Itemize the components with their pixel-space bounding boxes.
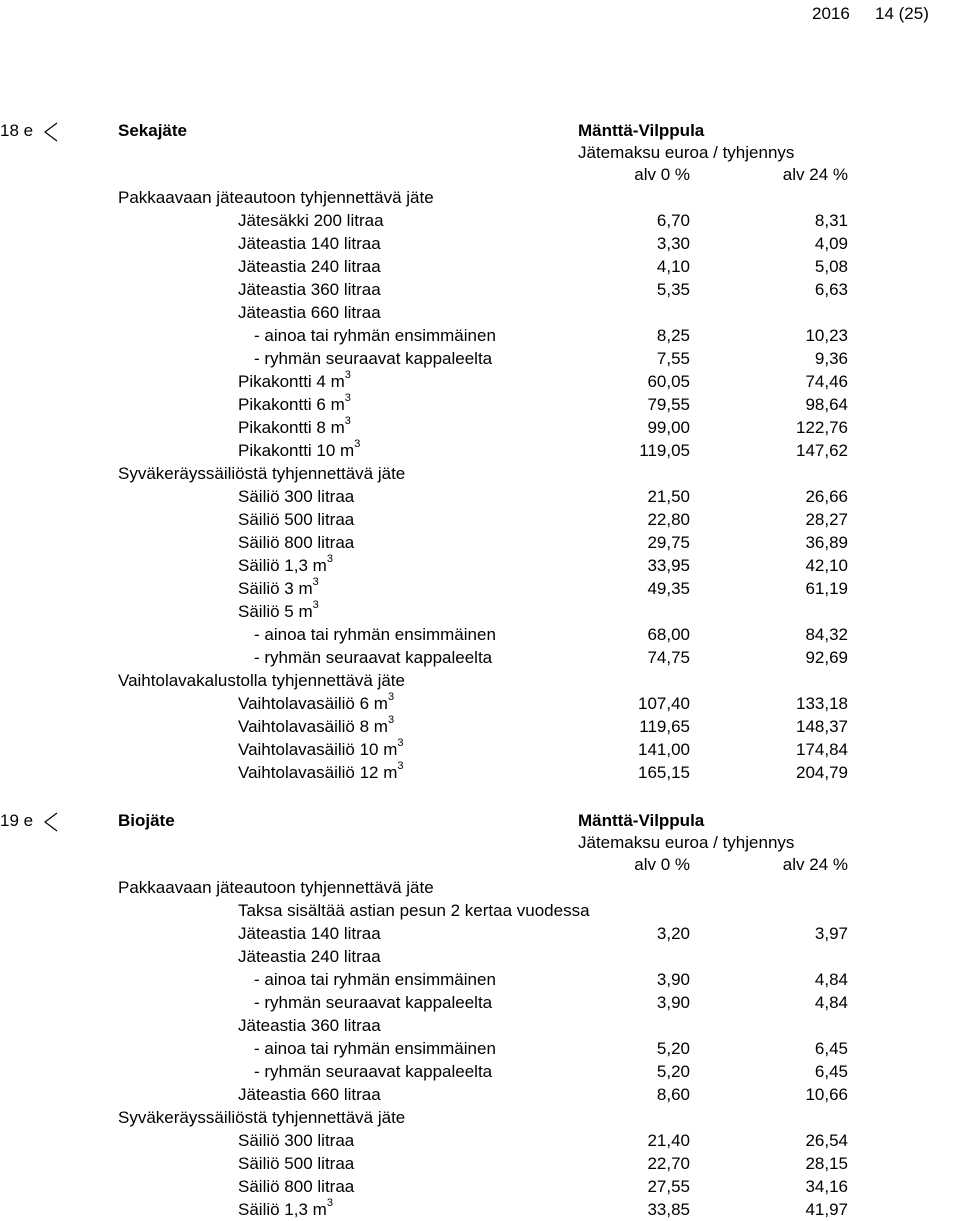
item-label-text: Vaihtolavasäiliö 8 m (238, 717, 388, 736)
price-alv0: 5,35 (656, 280, 690, 299)
item-label-text: Säiliö 1,3 m (238, 556, 327, 575)
unit-superscript: 3 (312, 599, 319, 612)
item-label (254, 324, 496, 347)
price-alv24: 9,36 (814, 349, 848, 368)
table-row (0, 945, 960, 968)
price-alv24: 204,79 (796, 763, 848, 782)
fee-unit-heading: Jätemaksu euroa / tyhjennys (578, 143, 795, 162)
item-label-text: Jäteastia 660 litraa (238, 303, 381, 322)
tariff-table (0, 876, 960, 1221)
price-alv24: 10,23 (805, 326, 848, 345)
price-alv0: 7,55 (656, 349, 690, 368)
column-header-alv0: alv 0 % (634, 855, 690, 874)
unit-superscript: 3 (326, 553, 333, 566)
item-label (238, 485, 354, 508)
item-label (238, 278, 381, 301)
table-row (0, 1083, 960, 1106)
price-alv24: 36,89 (805, 533, 848, 552)
table-row (0, 255, 960, 278)
price-alv0: 119,65 (639, 717, 690, 736)
unit-superscript: 3 (326, 1197, 333, 1210)
item-label-text: Vaihtolavasäiliö 10 m (238, 740, 398, 759)
price-alv24: 4,84 (814, 970, 848, 989)
table-row (0, 485, 960, 508)
item-label (238, 209, 384, 232)
table-row (0, 715, 960, 738)
item-label (238, 370, 351, 393)
item-label-text: Jäteastia 140 litraa (238, 234, 381, 253)
municipality-heading: Mänttä-Vilppula (578, 121, 705, 140)
price-alv24: 34,16 (805, 1177, 848, 1196)
item-label-text: Jäteastia 140 litraa (238, 924, 381, 943)
item-label (238, 439, 360, 462)
item-label-text: Syväkeräyssäiliöstä tyhjennettävä jäte (118, 1108, 406, 1127)
section-title: Biojäte (118, 811, 175, 830)
item-label-text: Pikakontti 10 m (238, 441, 355, 460)
price-alv0: 141,00 (638, 740, 690, 759)
item-label (238, 692, 394, 715)
price-alv0: 8,25 (656, 326, 690, 345)
item-label (238, 393, 351, 416)
item-label (238, 554, 333, 577)
unit-superscript: 3 (312, 576, 319, 589)
municipality-heading: Mänttä-Vilppula (578, 811, 705, 830)
item-label-text: Vaihtolavasäiliö 12 m (238, 763, 398, 782)
item-label (238, 232, 381, 255)
item-label (254, 991, 492, 1014)
price-alv0: 119,05 (639, 441, 690, 460)
price-alv0: 3,30 (656, 234, 690, 253)
price-alv0: 74,75 (647, 648, 690, 667)
section-title: Sekajäte (118, 121, 187, 140)
column-header-alv0: alv 0 % (634, 165, 690, 184)
price-alv24: 10,66 (805, 1085, 848, 1104)
price-alv0: 99,00 (647, 418, 690, 437)
item-label-text: - ryhmän seuraavat kappaleelta (254, 648, 493, 667)
section-mark-icon (44, 812, 58, 832)
item-label (254, 347, 492, 370)
item-label-text: Pikakontti 8 m (238, 418, 345, 437)
unit-superscript: 3 (344, 392, 351, 405)
tariff-table (0, 186, 960, 784)
price-alv0: 165,15 (638, 763, 690, 782)
item-label (238, 600, 319, 623)
item-label (238, 761, 404, 784)
table-row (0, 462, 960, 485)
table-row (0, 1060, 960, 1083)
price-alv24: 84,32 (805, 625, 848, 644)
table-row (0, 531, 960, 554)
item-label-text: - ainoa tai ryhmän ensimmäinen (254, 970, 496, 989)
price-alv24: 133,18 (796, 694, 848, 713)
table-row (0, 600, 960, 623)
item-label-text: - ryhmän seuraavat kappaleelta (254, 1062, 493, 1081)
section-number: 19 e (0, 811, 34, 830)
table-row (0, 1175, 960, 1198)
item-label (238, 715, 394, 738)
item-label-text: Vaihtolavasäiliö 6 m (238, 694, 388, 713)
item-label-text: Taksa sisältää astian pesun 2 kertaa vuodessa (238, 901, 590, 920)
item-label-text: Jäteastia 660 litraa (238, 1085, 381, 1104)
price-alv0: 49,35 (647, 579, 690, 598)
item-label-text: Säiliö 3 m (238, 579, 313, 598)
price-alv0: 6,70 (656, 211, 690, 230)
item-label (238, 1152, 354, 1175)
price-alv24: 8,31 (814, 211, 848, 230)
column-header-alv24: alv 24 % (782, 165, 848, 184)
category-label (118, 669, 405, 692)
item-label-text: Säiliö 800 litraa (238, 1177, 355, 1196)
price-alv0: 5,20 (656, 1039, 690, 1058)
price-alv24: 6,45 (814, 1039, 848, 1058)
section-mark-icon (44, 122, 58, 142)
item-label (254, 968, 496, 991)
item-label (238, 508, 354, 531)
table-row (0, 393, 960, 416)
item-label (238, 531, 354, 554)
price-alv0: 33,95 (647, 556, 690, 575)
table-row (0, 922, 960, 945)
unit-superscript: 3 (354, 438, 361, 451)
price-alv24: 4,09 (814, 234, 848, 253)
price-alv24: 41,97 (805, 1200, 848, 1219)
item-label (238, 1083, 381, 1106)
category-label (118, 876, 434, 899)
section-number: 18 e (0, 121, 34, 140)
item-label-text: Syväkeräyssäiliöstä tyhjennettävä jäte (118, 464, 406, 483)
price-alv0: 68,00 (647, 625, 690, 644)
table-row (0, 508, 960, 531)
table-row (0, 1014, 960, 1037)
price-alv0: 4,10 (656, 257, 690, 276)
table-row (0, 623, 960, 646)
item-label (238, 1014, 381, 1037)
item-label-text: Säiliö 300 litraa (238, 487, 355, 506)
item-label (254, 1060, 492, 1083)
item-label (238, 1175, 354, 1198)
price-alv0: 3,20 (656, 924, 690, 943)
item-label (238, 577, 319, 600)
table-row (0, 347, 960, 370)
column-header-alv24: alv 24 % (782, 855, 848, 874)
price-alv24: 28,27 (805, 510, 848, 529)
item-label-text: Jäteastia 240 litraa (238, 947, 381, 966)
table-row (0, 209, 960, 232)
item-label (254, 646, 492, 669)
item-label (238, 922, 381, 945)
item-label (238, 945, 381, 968)
category-label (118, 462, 405, 485)
table-row (0, 278, 960, 301)
item-label-text: - ainoa tai ryhmän ensimmäinen (254, 1039, 496, 1058)
table-row (0, 324, 960, 347)
item-label-text: Jäteastia 240 litraa (238, 257, 381, 276)
item-label-text: Pakkaavaan jäteautoon tyhjennettävä jäte (118, 878, 434, 897)
category-label (118, 1106, 405, 1129)
item-label-text: Vaihtolavakalustolla tyhjennettävä jäte (118, 671, 405, 690)
item-label-text: - ainoa tai ryhmän ensimmäinen (254, 625, 496, 644)
table-row (0, 761, 960, 784)
item-label-text: Jätesäkki 200 litraa (238, 211, 384, 230)
item-label-text: Pikakontti 4 m (238, 372, 345, 391)
price-alv0: 5,20 (656, 1062, 690, 1081)
item-label-text: Säiliö 500 litraa (238, 510, 355, 529)
table-row (0, 301, 960, 324)
table-row (0, 370, 960, 393)
item-label-text: Säiliö 800 litraa (238, 533, 355, 552)
price-alv24: 148,37 (796, 717, 848, 736)
price-alv24: 6,45 (814, 1062, 848, 1081)
price-alv24: 26,66 (805, 487, 848, 506)
table-row (0, 991, 960, 1014)
unit-superscript: 3 (387, 691, 395, 704)
price-alv0: 27,55 (647, 1177, 690, 1196)
price-alv24: 3,97 (814, 924, 848, 943)
table-row (0, 876, 960, 899)
table-row (0, 1106, 960, 1129)
price-alv0: 29,75 (647, 533, 690, 552)
unit-superscript: 3 (344, 369, 351, 382)
table-row (0, 416, 960, 439)
header-year: 2016 (812, 4, 850, 23)
table-row (0, 232, 960, 255)
price-alv0: 22,80 (647, 510, 690, 529)
price-alv24: 26,54 (805, 1131, 848, 1150)
item-label-text: Pikakontti 6 m (238, 395, 345, 414)
table-row (0, 554, 960, 577)
fee-unit-heading: Jätemaksu euroa / tyhjennys (578, 833, 795, 852)
unit-superscript: 3 (387, 714, 395, 727)
price-alv24: 42,10 (805, 556, 848, 575)
price-alv0: 21,40 (647, 1131, 690, 1150)
item-label-text: - ryhmän seuraavat kappaleelta (254, 349, 493, 368)
price-alv0: 79,55 (647, 395, 690, 414)
price-alv0: 3,90 (656, 993, 690, 1012)
price-alv24: 122,76 (796, 418, 848, 437)
price-alv24: 28,15 (805, 1154, 848, 1173)
price-alv24: 174,84 (796, 740, 848, 759)
price-alv24: 5,08 (814, 257, 848, 276)
price-alv24: 4,84 (814, 993, 848, 1012)
price-alv0: 107,40 (638, 694, 690, 713)
item-label-text: Säiliö 5 m (238, 602, 313, 621)
price-alv0: 3,90 (656, 970, 690, 989)
item-label (254, 1037, 496, 1060)
table-row (0, 738, 960, 761)
table-row (0, 669, 960, 692)
item-label (238, 899, 590, 922)
table-row (0, 1129, 960, 1152)
price-alv24: 6,63 (814, 280, 848, 299)
table-row (0, 186, 960, 209)
price-alv24: 74,46 (805, 372, 848, 391)
header-page-number: 14 (25) (875, 4, 929, 23)
price-alv0: 22,70 (647, 1154, 690, 1173)
price-alv0: 33,85 (647, 1200, 690, 1219)
item-label-text: Jäteastia 360 litraa (238, 280, 381, 299)
price-alv24: 61,19 (805, 579, 848, 598)
item-label (238, 301, 381, 324)
table-row (0, 439, 960, 462)
item-label (254, 623, 496, 646)
item-label-text: - ryhmän seuraavat kappaleelta (254, 993, 493, 1012)
table-row (0, 577, 960, 600)
table-row (0, 692, 960, 715)
item-label (238, 255, 381, 278)
price-alv24: 98,64 (805, 395, 848, 414)
price-alv24: 92,69 (805, 648, 848, 667)
price-alv0: 8,60 (656, 1085, 690, 1104)
unit-superscript: 3 (344, 415, 351, 428)
table-row (0, 1037, 960, 1060)
item-label (238, 1129, 354, 1152)
item-label (238, 738, 404, 761)
price-alv0: 21,50 (647, 487, 690, 506)
item-label-text: Säiliö 500 litraa (238, 1154, 355, 1173)
unit-superscript: 3 (397, 737, 404, 750)
table-row (0, 1152, 960, 1175)
item-label (238, 416, 351, 439)
price-alv0: 60,05 (647, 372, 690, 391)
item-label-text: Säiliö 300 litraa (238, 1131, 355, 1150)
table-row (0, 646, 960, 669)
unit-superscript: 3 (397, 760, 404, 773)
price-alv24: 147,62 (796, 441, 848, 460)
item-label-text: Jäteastia 360 litraa (238, 1016, 381, 1035)
item-label-text: Pakkaavaan jäteautoon tyhjennettävä jäte (118, 188, 434, 207)
item-label-text: Säiliö 1,3 m (238, 1200, 327, 1219)
category-label (118, 186, 434, 209)
table-row (0, 968, 960, 991)
item-label-text: - ainoa tai ryhmän ensimmäinen (254, 326, 496, 345)
table-row (0, 899, 960, 922)
